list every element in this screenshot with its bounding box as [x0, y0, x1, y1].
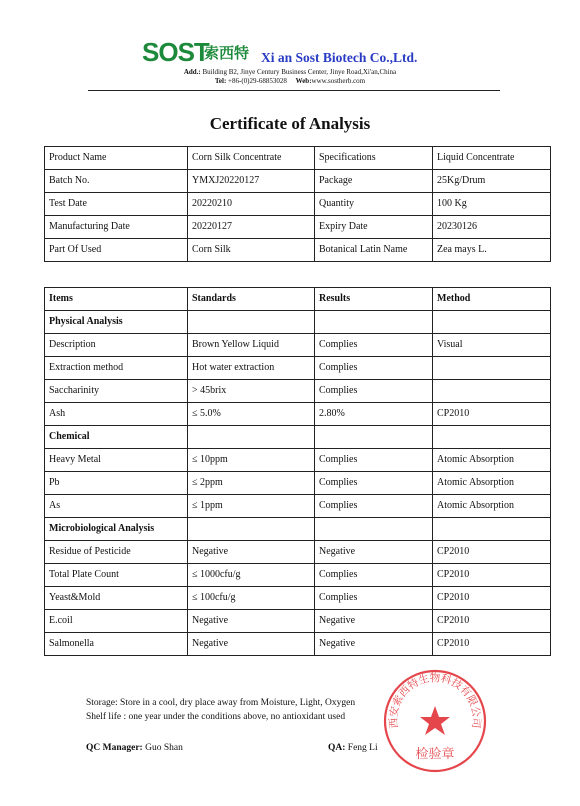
item-cell: Description [45, 334, 188, 357]
item-cell: Extraction method [45, 357, 188, 380]
storage-notes [86, 696, 355, 724]
info-value-cell: Liquid Concentrate [433, 147, 551, 170]
result-cell: Complies [315, 380, 433, 403]
result-cell: Complies [315, 449, 433, 472]
method-cell [433, 380, 551, 403]
table-row [45, 334, 551, 357]
standard-cell: Negative [188, 541, 315, 564]
method-cell: CP2010 [433, 610, 551, 633]
table-row [45, 380, 551, 403]
item-cell: E.coil [45, 610, 188, 633]
standard-cell: ≤ 2ppm [188, 472, 315, 495]
info-value-cell: 20220127 [188, 216, 315, 239]
result-cell: Complies [315, 357, 433, 380]
info-value-cell: Corn Silk Concentrate [188, 147, 315, 170]
info-label-cell: Product Name [45, 147, 188, 170]
table-row [45, 541, 551, 564]
stamp-center-text: 检验章 [415, 747, 455, 762]
method-cell: CP2010 [433, 587, 551, 610]
standard-cell: ≤ 1ppm [188, 495, 315, 518]
info-value-cell: 20220210 [188, 193, 315, 216]
web-value: www.sostherb.com [311, 77, 366, 85]
column-header: Results [315, 288, 433, 311]
result-cell: 2.80% [315, 403, 433, 426]
standard-cell: Negative [188, 610, 315, 633]
empty-cell [315, 311, 433, 334]
info-label-cell: Manufacturing Date [45, 216, 188, 239]
item-cell: Yeast&Mold [45, 587, 188, 610]
column-header: Method [433, 288, 551, 311]
empty-cell [433, 311, 551, 334]
result-cell: Complies [315, 564, 433, 587]
qc-name: Guo Shan [142, 743, 183, 753]
tel-value: +86-(0)29-68853028 [226, 77, 287, 85]
info-row [45, 193, 551, 216]
info-row [45, 147, 551, 170]
standard-cell: ≤ 10ppm [188, 449, 315, 472]
stamp-star-icon [420, 706, 450, 735]
section-row [45, 518, 551, 541]
standard-cell: Negative [188, 633, 315, 656]
info-label-cell: Quantity [315, 193, 433, 216]
standard-cell: ≤ 1000cfu/g [188, 564, 315, 587]
table-row [45, 472, 551, 495]
column-header: Standards [188, 288, 315, 311]
item-cell: Ash [45, 403, 188, 426]
section-title: Chemical [45, 426, 188, 449]
table-row [45, 403, 551, 426]
info-label-cell: Test Date [45, 193, 188, 216]
table-row [45, 449, 551, 472]
method-cell [433, 357, 551, 380]
standard-cell: Hot water extraction [188, 357, 315, 380]
table-row [45, 610, 551, 633]
info-row [45, 216, 551, 239]
item-cell: As [45, 495, 188, 518]
empty-cell [315, 426, 433, 449]
result-cell: Complies [315, 472, 433, 495]
result-cell: Negative [315, 541, 433, 564]
item-cell: Pb [45, 472, 188, 495]
empty-cell [188, 311, 315, 334]
empty-cell [188, 518, 315, 541]
standard-cell: > 45brix [188, 380, 315, 403]
item-cell: Salmonella [45, 633, 188, 656]
result-cell: Complies [315, 334, 433, 357]
result-cell: Complies [315, 495, 433, 518]
info-label-cell: Botanical Latin Name [315, 239, 433, 262]
method-cell: CP2010 [433, 633, 551, 656]
section-title: Microbiological Analysis [45, 518, 188, 541]
item-cell: Heavy Metal [45, 449, 188, 472]
method-cell: Atomic Absorption [433, 472, 551, 495]
empty-cell [315, 518, 433, 541]
company-seal-stamp [382, 668, 488, 774]
stamp-ring-text: 西安索西特生物科技有限公司 [387, 672, 483, 729]
table-row [45, 633, 551, 656]
info-label-cell: Batch No. [45, 170, 188, 193]
analysis-header-row [45, 288, 551, 311]
item-cell: Total Plate Count [45, 564, 188, 587]
storage-text: Storage: Store in a cool, dry place away from Moisture, Light, Oxygen [86, 698, 356, 708]
info-label-cell: Package [315, 170, 433, 193]
tel-label: Tel: [214, 77, 227, 85]
info-row [45, 239, 551, 262]
info-label-cell: Part Of Used [45, 239, 188, 262]
item-cell: Saccharinity [45, 380, 188, 403]
qa-name: Feng Li [345, 743, 378, 753]
info-value-cell: Zea mays L. [433, 239, 551, 262]
qa-signature [328, 742, 378, 754]
info-label-cell: Expiry Date [315, 216, 433, 239]
method-cell: Atomic Absorption [433, 449, 551, 472]
method-cell: CP2010 [433, 403, 551, 426]
empty-cell [188, 426, 315, 449]
info-value-cell: 100 Kg [433, 193, 551, 216]
method-cell: Visual [433, 334, 551, 357]
qc-manager-signature [86, 742, 183, 754]
standard-cell: ≤ 5.0% [188, 403, 315, 426]
method-cell: CP2010 [433, 564, 551, 587]
standard-cell: ≤ 100cfu/g [188, 587, 315, 610]
address-value: Building B2, Jinye Century Business Center, Jinye Road,Xi'an,China [200, 68, 397, 76]
document-title: Certificate of Analysis [209, 114, 371, 133]
column-header: Items [45, 288, 188, 311]
section-row [45, 426, 551, 449]
table-row [45, 564, 551, 587]
method-cell: Atomic Absorption [433, 495, 551, 518]
method-cell: CP2010 [433, 541, 551, 564]
info-value-cell: Corn Silk [188, 239, 315, 262]
info-value-cell: 20230126 [433, 216, 551, 239]
empty-cell [433, 518, 551, 541]
address-label: Add.: [183, 68, 201, 76]
company-name: Xi an Sost Biotech Co.,Ltd. [261, 50, 418, 65]
shelf-life-text: Shelf life : one year under the conditions above, no antioxidant used [86, 712, 346, 722]
analysis-table [44, 287, 551, 656]
company-contact [0, 77, 580, 86]
company-logo: SOST [142, 37, 209, 67]
qc-label: QC Manager: [86, 743, 143, 753]
table-row [45, 587, 551, 610]
section-row [45, 311, 551, 334]
empty-cell [433, 426, 551, 449]
company-logo-chinese: 索西特 [204, 44, 250, 62]
letterhead [0, 38, 580, 96]
company-address [0, 68, 580, 77]
qa-label: QA: [328, 743, 346, 753]
info-value-cell: YMXJ20220127 [188, 170, 315, 193]
web-label: Web: [295, 77, 312, 85]
info-row [45, 170, 551, 193]
standard-cell: Brown Yellow Liquid [188, 334, 315, 357]
result-cell: Complies [315, 587, 433, 610]
item-cell: Residue of Pesticide [45, 541, 188, 564]
table-row [45, 357, 551, 380]
section-title: Physical Analysis [45, 311, 188, 334]
header-divider [88, 90, 500, 91]
result-cell: Negative [315, 633, 433, 656]
info-label-cell: Specifications [315, 147, 433, 170]
product-info-table [44, 146, 551, 262]
info-value-cell: 25Kg/Drum [433, 170, 551, 193]
result-cell: Negative [315, 610, 433, 633]
table-row [45, 495, 551, 518]
